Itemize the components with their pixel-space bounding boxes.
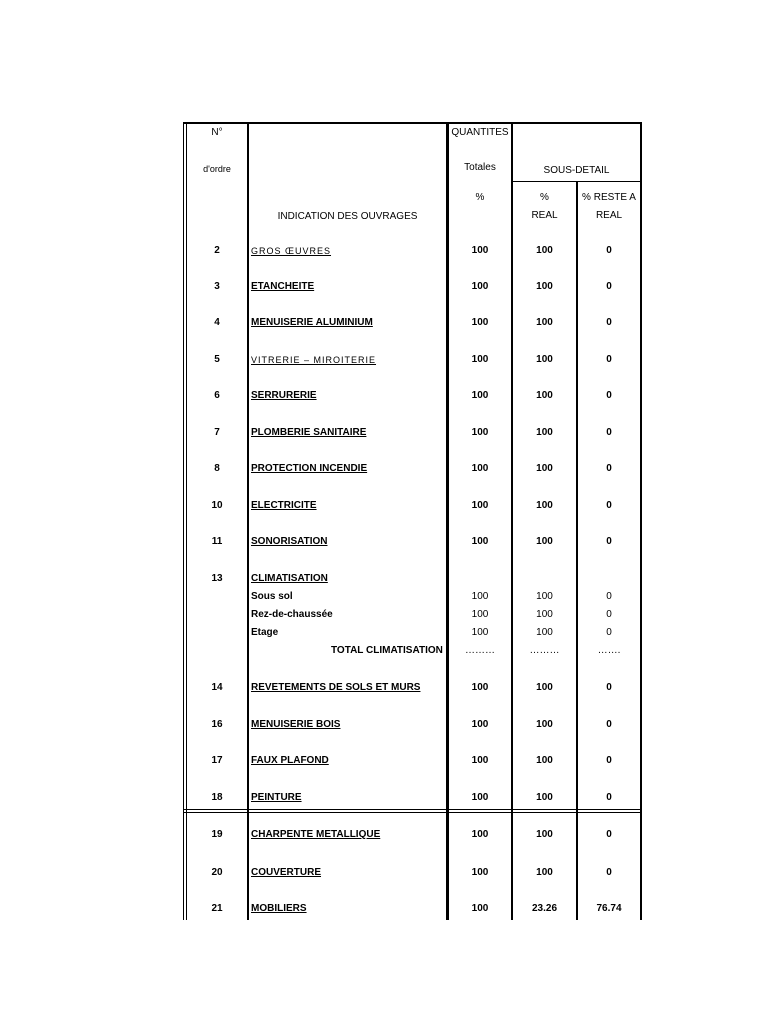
sub-row-reste: 0	[606, 609, 612, 620]
table-border-left-outer	[183, 122, 184, 920]
row-label: FAUX PLAFOND	[251, 755, 329, 766]
row-number: 13	[211, 573, 223, 584]
row-number: 8	[214, 463, 220, 474]
row-reste-pct: 0	[606, 719, 612, 730]
row-number: 21	[211, 903, 223, 914]
row-total-pct: 100	[471, 719, 489, 730]
row-real-pct: 100	[536, 867, 553, 878]
row-real-pct: 100	[536, 682, 553, 693]
section-divider-top	[183, 809, 642, 810]
row-number: 18	[211, 792, 223, 803]
row-real-pct: 100	[536, 755, 553, 766]
header-num-label: N°	[211, 127, 223, 138]
row-reste-pct: 0	[606, 829, 612, 840]
row-real-pct: 100	[536, 427, 553, 438]
sous-detail-underline	[511, 181, 642, 182]
row-number: 17	[211, 755, 223, 766]
row-label: CHARPENTE METALLIQUE	[251, 829, 381, 840]
sub-row-real: 100	[536, 627, 553, 638]
row-reste-pct: 0	[606, 536, 612, 547]
row-real-pct: 100	[536, 317, 553, 328]
row-number: 10	[211, 500, 223, 511]
row-number: 16	[211, 719, 223, 730]
row-number: 11	[211, 536, 223, 547]
row-label: PLOMBERIE SANITAIRE	[251, 427, 367, 438]
row-label: PEINTURE	[251, 792, 302, 803]
row-label: GROS ŒUVRES	[251, 246, 332, 256]
row-total-pct: 100	[471, 867, 489, 878]
table-border-top	[183, 122, 642, 124]
header-totales-pct: %	[475, 192, 485, 203]
row-real-pct: 100	[536, 536, 553, 547]
row-label: MOBILIERS	[251, 903, 307, 914]
header-reste-pct: % RESTE A	[582, 192, 636, 203]
sub-row-label: Sous sol	[251, 591, 293, 602]
row-reste-pct: 76.74	[596, 903, 622, 914]
row-label: VITRERIE – MIROITERIE	[251, 355, 377, 365]
row-real-pct: 100	[536, 390, 553, 401]
ouvrages-table	[183, 122, 642, 920]
total-climatisation-reste: …….	[597, 645, 621, 656]
row-reste-pct: 0	[606, 463, 612, 474]
row-number: 2	[214, 245, 220, 256]
row-label: REVETEMENTS DE SOLS ET MURS	[251, 682, 421, 693]
row-total-pct: 100	[471, 500, 489, 511]
row-total-pct: 100	[471, 354, 489, 365]
row-number: 4	[214, 317, 220, 328]
row-label: MENUISERIE ALUMINIUM	[251, 317, 373, 328]
header-ordre-label: d'ordre	[203, 164, 231, 174]
row-label: MENUISERIE BOIS	[251, 719, 341, 730]
row-label: COUVERTURE	[251, 867, 322, 878]
row-real-pct: 100	[536, 719, 553, 730]
header-real-label: REAL	[531, 210, 558, 221]
row-total-pct: 100	[471, 317, 489, 328]
row-label: ETANCHEITE	[251, 281, 315, 292]
total-climatisation-total: ………	[465, 645, 495, 656]
row-number: 5	[214, 354, 220, 365]
header-totales: Totales	[464, 162, 496, 173]
row-number: 20	[211, 867, 223, 878]
sub-row-total: 100	[471, 627, 489, 638]
row-total-pct: 100	[471, 245, 489, 256]
row-reste-pct: 0	[606, 755, 612, 766]
row-total-pct: 100	[471, 755, 489, 766]
section-divider-bottom	[183, 812, 642, 813]
row-reste-pct: 0	[606, 867, 612, 878]
row-real-pct: 100	[536, 500, 553, 511]
row-total-pct: 100	[471, 281, 489, 292]
row-label: SONORISATION	[251, 536, 328, 547]
row-reste-pct: 0	[606, 317, 612, 328]
row-reste-pct: 0	[606, 390, 612, 401]
total-climatisation-real: ………	[529, 645, 560, 656]
row-real-pct: 100	[536, 463, 553, 474]
row-reste-pct: 0	[606, 500, 612, 511]
sub-row-reste: 0	[606, 591, 612, 602]
row-reste-pct: 0	[606, 792, 612, 803]
sub-row-reste: 0	[606, 627, 612, 638]
row-total-pct: 100	[471, 390, 489, 401]
row-number: 3	[214, 281, 220, 292]
row-label: CLIMATISATION	[251, 573, 328, 584]
row-reste-pct: 0	[606, 427, 612, 438]
row-real-pct: 100	[536, 281, 553, 292]
row-number: 19	[211, 829, 223, 840]
row-reste-pct: 0	[606, 281, 612, 292]
row-number: 6	[214, 390, 220, 401]
sub-row-label: Etage	[251, 627, 279, 638]
row-reste-pct: 0	[606, 354, 612, 365]
row-total-pct: 100	[471, 536, 489, 547]
header-reste-label: REAL	[595, 210, 623, 221]
row-real-pct: 100	[536, 829, 553, 840]
row-label: ELECTRICITE	[251, 500, 317, 511]
header-quantites: QUANTITES	[451, 127, 509, 138]
row-label: SERRURERIE	[251, 390, 317, 401]
sub-row-total: 100	[471, 591, 489, 602]
row-reste-pct: 0	[606, 245, 612, 256]
row-real-pct: 100	[536, 354, 553, 365]
table-border-right	[640, 122, 642, 920]
row-real-pct: 100	[536, 245, 553, 256]
row-reste-pct: 0	[606, 682, 612, 693]
row-total-pct: 100	[471, 792, 489, 803]
row-real-pct: 100	[536, 792, 553, 803]
row-label: PROTECTION INCENDIE	[251, 463, 368, 474]
sub-row-label: Rez-de-chaussée	[251, 609, 333, 620]
row-total-pct: 100	[471, 463, 489, 474]
sub-row-real: 100	[536, 591, 553, 602]
column-divider-num	[247, 122, 249, 920]
header-indication: INDICATION DES OUVRAGES	[277, 211, 418, 222]
sub-row-total: 100	[471, 609, 489, 620]
row-real-pct: 23.26	[531, 903, 558, 914]
row-total-pct: 100	[471, 829, 489, 840]
sub-row-real: 100	[536, 609, 553, 620]
row-total-pct: 100	[471, 427, 489, 438]
row-total-pct: 100	[471, 682, 489, 693]
row-total-pct: 100	[471, 903, 489, 914]
header-real-pct: %	[540, 192, 549, 203]
row-number: 7	[214, 427, 220, 438]
row-number: 14	[211, 682, 223, 693]
total-climatisation-label: TOTAL CLIMATISATION	[331, 645, 443, 656]
header-sous-detail: SOUS-DETAIL	[543, 165, 610, 176]
